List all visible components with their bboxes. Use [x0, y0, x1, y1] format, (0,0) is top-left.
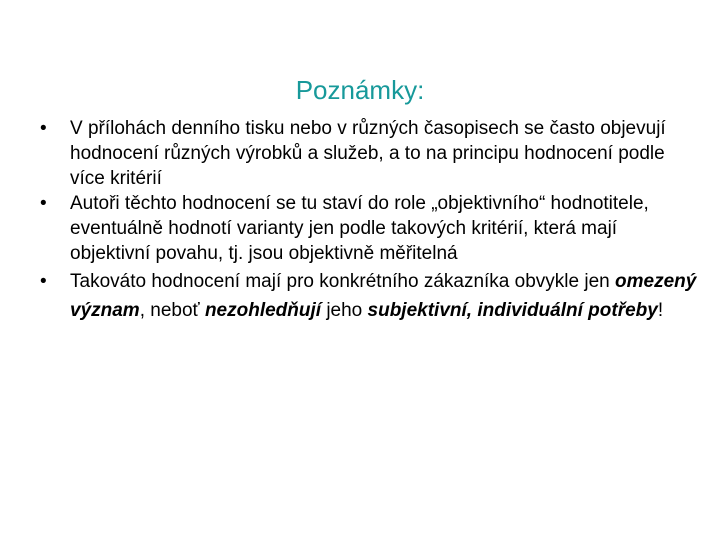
bullet-item — [40, 267, 700, 325]
bullet-text: V přílohách denního tisku nebo v různých časopisech se často objevují hodnocení různých výrobků a služeb, a to na principu hodnocení podle více kritérií — [70, 118, 666, 189]
bullet-item — [40, 116, 700, 191]
bullet-marker: • — [40, 118, 47, 139]
bullet-text: Takováto hodnocení mají pro konkrétního zákazníka obvykle jen — [70, 271, 615, 292]
emphasized-text: nezohledňují — [204, 300, 322, 321]
slide-title: Poznámky: — [295, 75, 425, 106]
bullet-text: , neboť — [139, 300, 205, 321]
emphasized-text: subjektivní, individuální potřeby — [367, 300, 658, 321]
bullet-text: ! — [657, 300, 664, 321]
bullet-marker: • — [40, 193, 47, 214]
bullet-text: jeho — [321, 300, 368, 321]
bullet-text: Autoři těchto hodnocení se tu staví do role „objektivního“ hodnotitele, eventuálně hodnotí varianty jen podle takových kritérií, která mají objektivní povahu, tj. jsou objektivně měřitelná — [70, 193, 649, 264]
emphasized-text: omezený význam — [70, 271, 697, 321]
bullet-marker: • — [40, 271, 47, 292]
bullet-item — [40, 191, 700, 266]
bullet-list — [40, 116, 700, 325]
